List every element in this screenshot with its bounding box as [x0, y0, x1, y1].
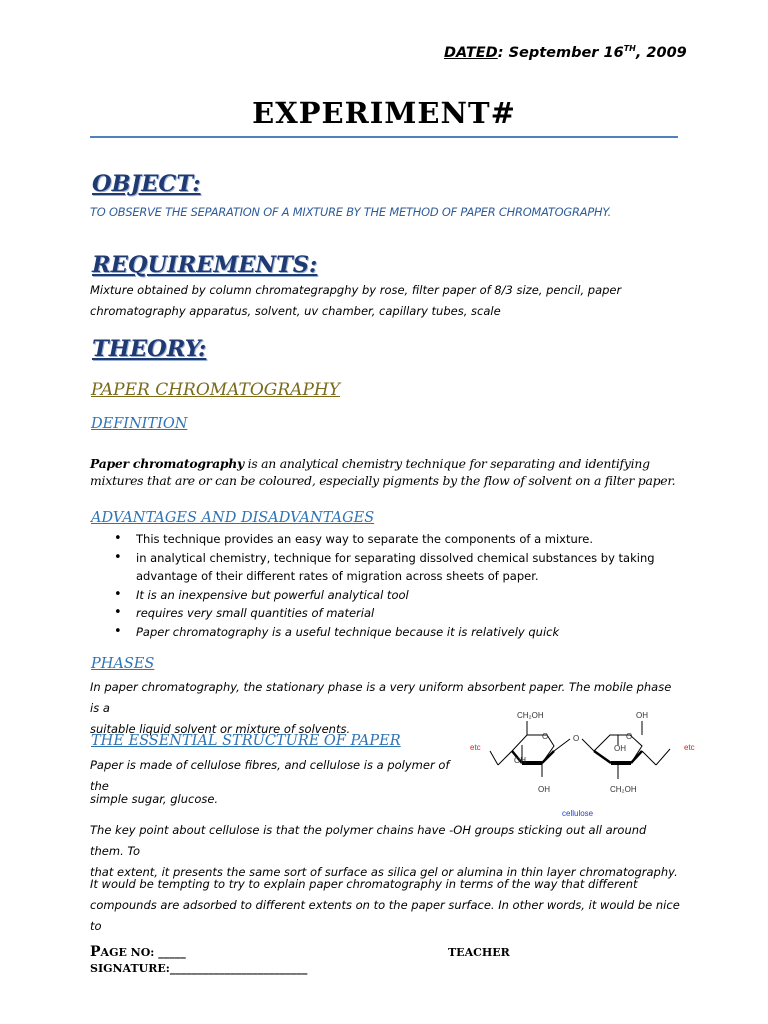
page-no-initial: P: [90, 944, 101, 960]
label-oh-left-ring: OH: [514, 756, 526, 765]
advantage-item-4: • requires very small quantities of material: [136, 604, 696, 623]
requirements-text: [90, 280, 690, 322]
structure-line-1: Paper is made of cellulose fibres, and cellulose is a polymer of the: [90, 758, 450, 793]
advantage-item-2: • in analytical chemistry, technique for separating dissolved chemical substances by taking: [136, 549, 696, 568]
phases-heading: PHASES: [91, 656, 155, 672]
definition-text: [90, 455, 690, 489]
cellulose-p1-line-2: that extent, it presents the same sort of surface as silica gel or alumina in thin layer chromatography.: [90, 865, 678, 879]
title-divider: [90, 136, 678, 138]
label-o-middle: O: [573, 734, 580, 743]
page-number-line: [90, 944, 186, 960]
phases-line-1: In paper chromatography, the stationary phase is a very uniform absorbent paper. The mobile phase is a: [90, 680, 672, 715]
cellulose-p2-line-2: compounds are adsorbed to different extents on to the paper surface. In other words, it would be nice to: [90, 898, 680, 933]
advantage-item-3: • It is an inexpensive but powerful analytical tool: [136, 586, 696, 605]
middle-link: [554, 739, 570, 751]
page-no-blank: _____: [154, 946, 186, 959]
paper-chromatography-heading: PAPER CHROMATOGRAPHY: [91, 380, 340, 400]
signature-label: SIGNATURE:: [90, 962, 170, 975]
advantage-item-1: • This technique provides an easy way to separate the components of a mixture.: [136, 530, 696, 549]
date-line: [444, 44, 687, 61]
label-oh-right-ring: OH: [614, 744, 626, 753]
label-o-left-ring: O: [542, 732, 549, 741]
diagram-caption: cellulose: [562, 809, 594, 818]
advantage-item-5: • Paper chromatography is a useful technique because it is relatively quick: [136, 623, 696, 642]
definition-term: Paper chromatography: [90, 456, 244, 471]
page-no-label: AGE NO:: [100, 946, 155, 959]
cellulose-p1-line-1: The key point about cellulose is that the polymer chains have -OH groups sticking out all around them. To: [90, 823, 647, 858]
left-link: [490, 751, 498, 765]
page-title: EXPERIMENT#: [252, 96, 516, 130]
requirements-heading: REQUIREMENTS:: [92, 252, 318, 278]
object-heading: OBJECT:: [92, 171, 201, 197]
cellulose-p2-line-1: It would be tempting to try to explain paper chromatography in terms of the way that different: [90, 877, 638, 891]
advantages-heading: ADVANTAGES AND DISADVANTAGES: [91, 510, 375, 526]
dated-label: DATED: [444, 44, 498, 61]
dated-ordinal: TH: [623, 44, 636, 53]
dated-separator: :: [497, 44, 509, 61]
label-oh-top: OH: [636, 711, 648, 720]
dated-month-day: September 16: [508, 44, 624, 61]
right-link: [642, 751, 656, 765]
dated-year: , 2009: [635, 44, 687, 61]
structure-line-2: simple sugar, glucose.: [90, 792, 219, 806]
label-oh-bottom: OH: [538, 785, 550, 794]
label-o-right-ring: O: [626, 732, 633, 741]
requirements-line-1: Mixture obtained by column chromategrapghy by rose, filter paper of 8/3 size, pencil, paper: [90, 283, 622, 297]
label-ch2oh-top: CH₂OH: [517, 711, 544, 720]
advantage-item-2-continued: advantage of their different rates of migration across sheets of paper.: [136, 569, 539, 584]
definition-heading: DEFINITION: [91, 416, 188, 432]
signature-blank: _________________________: [169, 962, 308, 975]
teacher-label: TEACHER: [448, 946, 510, 959]
label-ch2oh-bottom: CH₂OH: [610, 785, 637, 794]
phases-line-2: suitable liquid solvent or mixture of solvents.: [90, 722, 351, 736]
structure-heading: THE ESSENTIAL STRUCTURE OF PAPER: [91, 733, 401, 749]
theory-heading: THEORY:: [92, 336, 207, 362]
object-text: TO OBSERVE THE SEPARATION OF A MIXTURE BY THE METHOD OF PAPER CHROMATOGRAPHY.: [90, 205, 612, 219]
label-etc-right: etc: [684, 743, 695, 752]
cellulose-paragraph-2: [90, 874, 680, 937]
requirements-line-2: chromatography apparatus, solvent, uv chamber, capillary tubes, scale: [90, 304, 501, 318]
signature-line: [90, 962, 307, 975]
definition-line-1: is an analytical chemistry technique for separating and identifying: [243, 456, 650, 471]
label-etc-left: etc: [470, 743, 481, 752]
cellulose-structure-diagram: [470, 705, 705, 823]
advantages-list: [90, 530, 696, 642]
definition-line-2: mixtures that are or can be coloured, especially pigments by the flow of solvent on a filter paper.: [90, 473, 676, 488]
